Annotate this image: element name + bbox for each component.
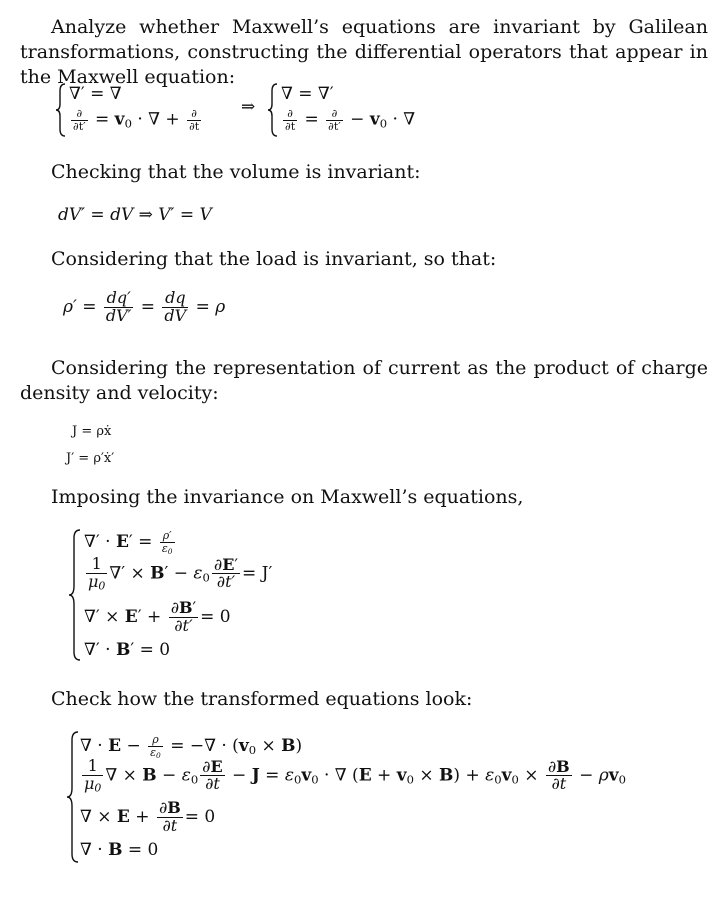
operator-transform-equation: ∇′ = ∇ $\frac{\partial}{\partial t'}$ = $v_0$ · ∇ + $\frac{\partial}{\partial t}$ ⇒ ∇ = ∇′ $\frac{\partial}{\partial t}$ = $\frac{\partial}{\partial t'}$ − $v_0$ · ∇ — [55, 82, 435, 140]
left-brace — [66, 730, 80, 864]
left-brace — [267, 82, 279, 138]
current-equation-1: J = ρẋ — [72, 424, 112, 439]
paragraph-current: Considering the representation of current as the product of charge density and velocity: — [20, 357, 708, 404]
primed-maxwell-system: ∇′ · E′ = $\frac{\rho'}{\varepsilon_0}$ $\frac{1}{\mu_0}$ ∇′ × $B' - \varepsilon_0$ $\frac{\partial E'}{\partial t'}$ = J′ ∇′ × E′ + $\frac{\partial B'}{\partial t'}$ = 0 ∇′ · B′ = 0 — [68, 528, 328, 664]
paragraph-check: Check how the transformed equations look: — [51, 688, 473, 710]
transformed-maxwell-system: ∇ · E − $\frac{\rho}{\varepsilon_0}$ = −∇ · $(v_0 \times B)$ $\frac{1}{\mu_0}$ ∇ × $B - \varepsilon_0$ $\frac{\partial E}{\partial t}$ − $J = \varepsilon_0v_0$ · ∇ $(E + v_0 \times B) + \varepsilon_0v_0$ × $\frac{\partial B}{\partial t}$ − $\rho v_0$ ∇ × E + $\frac{\partial B}{\partial t}$ = 0 ∇ · B = 0 — [66, 730, 666, 866]
paragraph-intro: Analyze whether Maxwell’s equations are invariant by Galilean transformations, constructing the differential operators that appear in the Maxwell equation: — [20, 16, 708, 88]
charge-density-equation: ρ′ = $\frac{dq'}{dV'}$ = $\frac{dq}{dV}$ = ρ — [63, 288, 226, 325]
left-brace — [68, 528, 82, 662]
implies-arrow: ⇒ — [241, 97, 256, 117]
current-equation-2: J′ = ρ′ẋ′ — [66, 451, 115, 466]
left-brace — [55, 82, 67, 138]
paragraph-imposing: Imposing the invariance on Maxwell’s equations, — [51, 486, 524, 508]
paragraph-volume: Checking that the volume is invariant: — [51, 161, 421, 183]
volume-equation: dV′ = dV ⇒ V′ = V — [58, 205, 212, 225]
paragraph-load: Considering that the load is invariant, so that: — [51, 248, 497, 270]
